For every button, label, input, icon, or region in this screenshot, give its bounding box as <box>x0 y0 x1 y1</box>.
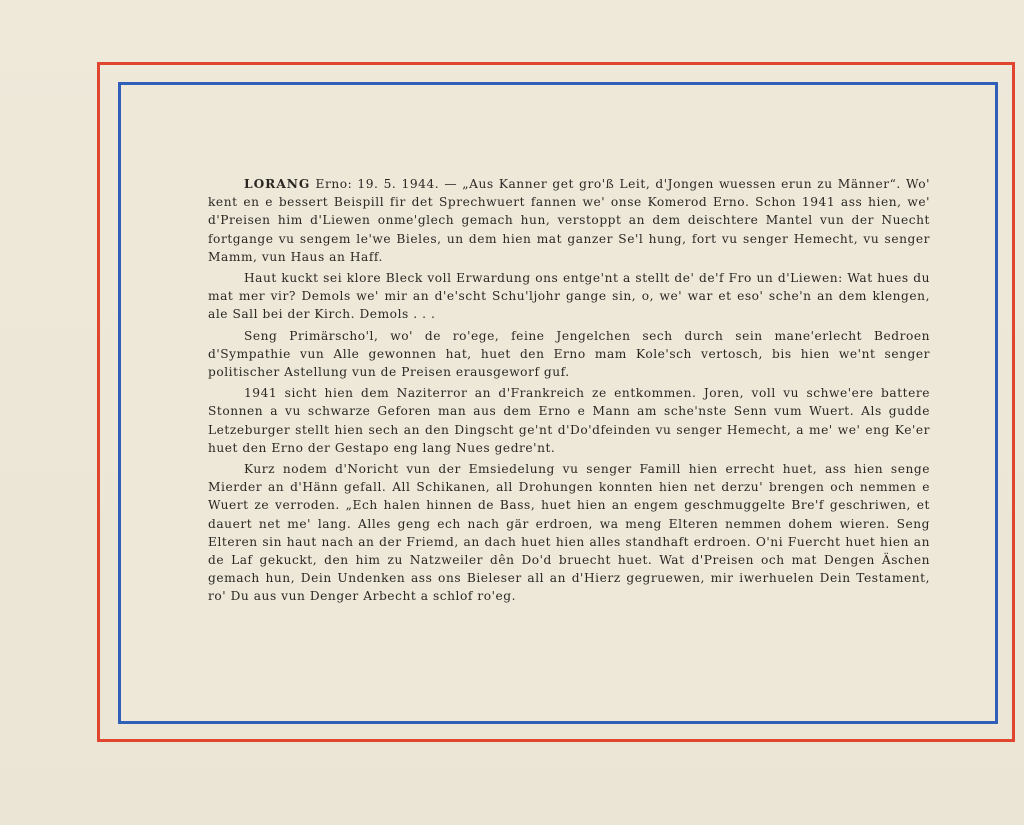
paragraph-5: Kurz nodem d'Noricht vun der Emsiedelung vu senger Famill hien errecht huet, ass hien senge Mierder an d'Hänn gefall. All Schikanen, all Drohungen konnten hien net derzu' brengen och nemmen e Wuert ze verroden. „Ech halen hinnen de Bass, huet hien an engem geschmuggelte Bre'f geschriwen, et dauert net me' lang. Alles geng ech nach gär erdroen, wa meng Elteren nemmen dohem wieren. Seng Elteren sin haut nach an der Friemd, an dach huet hien alles standhaft erdroen. O'ni Fuercht huet hien an de Laf gekuckt, den him zu Natzweiler dên Do'd bruecht huet. Wat d'Preisen och mat Dengen Äschen gemach hun, Dein Undenken ass ons Bieleser all an d'Hierz gegruewen, mir iwerhuelen Dein Testament, ro' Du aus vun Denger Arbecht a schlof ro'eg. <box>208 462 930 604</box>
surname: LORANG <box>244 177 311 191</box>
paragraph-3: Seng Primärscho'l, wo' de ro'ege, feine Jengelchen sech durch sein mane'erlecht Bedroen d'Sympathie vun Alle gewonnen hat, huet den Erno mam Kole'sch vertosch, bis hien we'nt senger politischer Astellung vun de Preisen erausgeworf guf. <box>208 328 930 380</box>
paragraph-1-text: Erno: 19. 5. 1944. — „Aus Kanner get gro'ß Leit, d'Jongen wuessen erun zu Männer“. Wo' kent en e bessert Beispill fir det Sprechwuert fannen we' onse Komerod Erno. Schon 1941 ass hien, we' d'Preisen him d'Liewen onme'glech gemach hun, verstoppt an dem deischtere Mantel vun der Nuecht fortgange vu sengem le'we Bieles, un dem hien mat ganzer Se'l hung, fort vu senger Hemecht, vu senger Mamm, vun Haus an Haff. <box>208 177 930 264</box>
memorial-text <box>208 175 930 609</box>
paragraph-1 <box>208 175 930 266</box>
paragraph-2: Haut kuckt sei klore Bleck voll Erwardung ons entge'nt a stellt de' de'f Fro un d'Liewen: Wat hues du mat mer vir? Demols we' mir an d'e'scht Schu'ljohr gange sin, o, we' war et eso' sche'n an dem klengen, ale Sall bei der Kirch. Demols . . . <box>208 271 930 322</box>
paragraph-4: 1941 sicht hien dem Naziterror an d'Frankreich ze entkommen. Joren, voll vu schwe'ere battere Stonnen a vu schwarze Geforen man aus dem Erno e Mann am sche'nste Senn vum Wuert. Als gudde Letzeburger stellt hien sech an den Dingscht ge'nt d'Do'dfeinden vu senger Hemecht, a me' we' eng Ke'er huet den Erno der Gestapo eng lang Nues gedre'nt. <box>208 386 930 455</box>
